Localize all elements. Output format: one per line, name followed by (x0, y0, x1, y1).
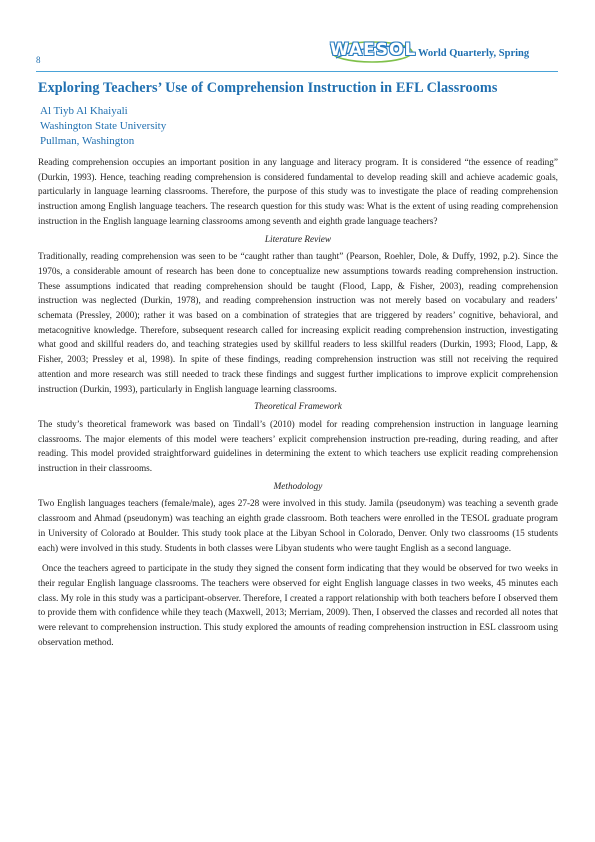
literature-paragraph: Traditionally, reading comprehension was seen to be “caught rather than taught” (Pearson, Roehler, Dole, & Duffy, 1992, p.2). Since the 1970s, a considerable amount of research has been done to conceptualize new assumptions towards reading comprehension instruction. These assumptions indicated that reading comprehension should be taught (Flood, Lapp, & Fisher, 2003), reading comprehension instruction was neglected (Durkin, 1978), and reading comprehension instruction was not merely based on vocabulary and readers’ schemata (Pressley, 2000); rather it was based on a combination of strategies that are triggered by readers’ cognitive, behavioral, and metacognitive knowledge. Therefore, subsequent research called for increasing explicit reading comprehension instruction, investigating what good and skillful readers do, and teaching strategies used by skillful readers to less skillful readers (Durkin, 1993; Flood, Lapp, & Fisher, 2003; Pressley et al, 1998). In spite of these findings, reading comprehension instruction was still not receiving the required attention and more research was still needed to track these findings and suggest further implications to improve explicit comprehension instruction (Durkin, 1993), particularly in English language learning classrooms. (38, 252, 558, 395)
author-block (40, 104, 166, 149)
section-heading-framework: Theoretical Framework (254, 402, 342, 413)
journal-logo (330, 38, 417, 64)
author-affiliation: Washington State University (40, 120, 167, 132)
section-heading-methodology: Methodology (273, 481, 323, 492)
methodology-paragraph: Once the teachers agreed to participate in the study they signed the consent form indicating that they would be observed for two weeks in their regular English language classrooms. The teachers were observed for eight English language classes in two weeks, 45 minutes each class. My role in this study was a participant-observer. Therefore, I created a rapport relationship with both teachers before I observed them to provide them with confidence while they teach (Maxwell, 2013; Merriam, 2009). Then, I observed the classes and recorded all notes that were relevant to comprehension instruction. This study explored the amounts of reading comprehension instruction in ESL classroom using observation method. (38, 564, 558, 648)
logo-wordmark: WAESOL (330, 40, 417, 60)
intro-paragraph: Reading comprehension occupies an important position in any language and literacy program. It is considered “the essence of reading” (Durkin, 1993). Hence, teaching reading comprehension is considered fundamental to develop reading skill and achieve academic goals, particularly in language learning classrooms. Therefore, the purpose of this study was to investigate the place of reading comprehension instruction among English language teachers. The research question for this study was: What is the extent of using reading comprehension instruction in the English language learning classrooms among seventh and eighth grade language teachers? (38, 158, 558, 227)
article-body (38, 156, 558, 651)
author-location: Pullman, Washington (40, 135, 135, 147)
journal-title: World Quarterly, Spring (418, 48, 530, 59)
author-name: Al Tiyb Al Khaiyali (40, 105, 128, 117)
header-divider (36, 71, 558, 72)
methodology-paragraph: Two English languages teachers (female/male), ages 27-28 were involved in this study. Jamila (pseudonym) was teaching a seventh grade classroom and Ahmad (pseudonym) was teaching an eighth grade classroom. Both teachers were enrolled in the TESOL graduate program in University of Colorado at Boulder. This study took place at the Libyan School in Colorado, Denver. Only two classrooms (15 students each) were involved in this study. Students in both classes were Libyan students who were taught English as a second language. (38, 499, 558, 554)
framework-paragraph: The study’s theoretical framework was based on Tindall’s (2010) model for reading comprehension instruction in language learning classrooms. The major elements of this model were teachers’ explicit comprehension instruction pre-reading, during reading, and after reading. This model provided straightforward guidelines in determining the extent to which teachers use explicit reading comprehension instruction in their classrooms. (38, 419, 558, 475)
section-heading-literature: Literature Review (264, 234, 332, 245)
article-title: Exploring Teachers’ Use of Comprehension Instruction in EFL Classrooms (38, 80, 498, 96)
page-number: 8 (36, 55, 41, 65)
